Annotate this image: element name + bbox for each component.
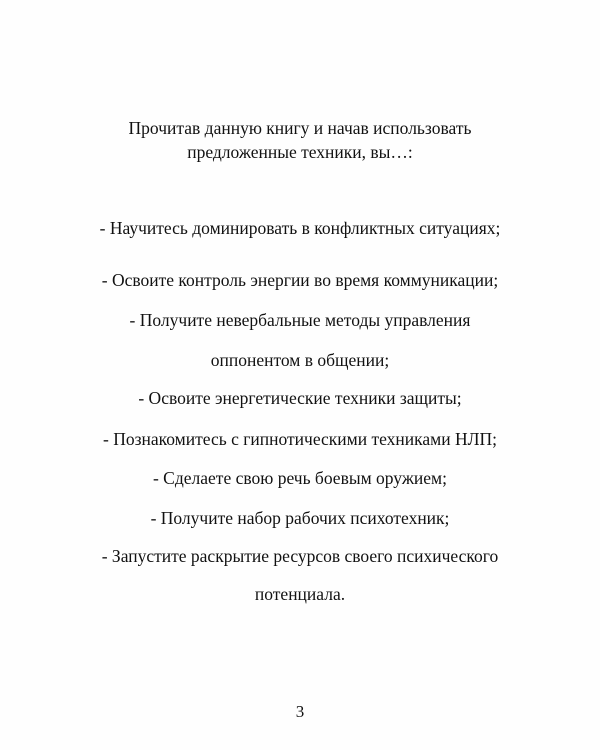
- bullet-speech-weapon: - Сделаете свою речь боевым оружием;: [152, 468, 447, 488]
- bullet-nonverbal-methods-continued: оппонентом в общении;: [210, 350, 390, 370]
- bullet-nonverbal-methods: - Получите невербальные методы управления: [129, 310, 471, 330]
- bullet-dominate-conflicts: - Научитесь доминировать в конфликтных ситуациях;: [99, 218, 501, 238]
- bullet-resource-unlock-continued: потенциала.: [254, 584, 346, 604]
- bullet-energy-protection: - Освоите энергетические техники защиты;: [138, 388, 462, 408]
- bullet-resource-unlock: - Запустите раскрытие ресурсов своего психического: [101, 546, 499, 566]
- bullet-energy-control: - Освоите контроль энергии во время коммуникации;: [101, 270, 499, 290]
- bullet-nlp-techniques: - Познакомитесь с гипнотическими техниками НЛП;: [103, 429, 497, 449]
- bullet-psychotechniques: - Получите набор рабочих психотехник;: [150, 508, 450, 528]
- intro-line-1: Прочитав данную книгу и начав использовать: [128, 118, 472, 138]
- intro-line-2: предложенные техники, вы…:: [187, 142, 413, 162]
- page-number: 3: [295, 702, 305, 721]
